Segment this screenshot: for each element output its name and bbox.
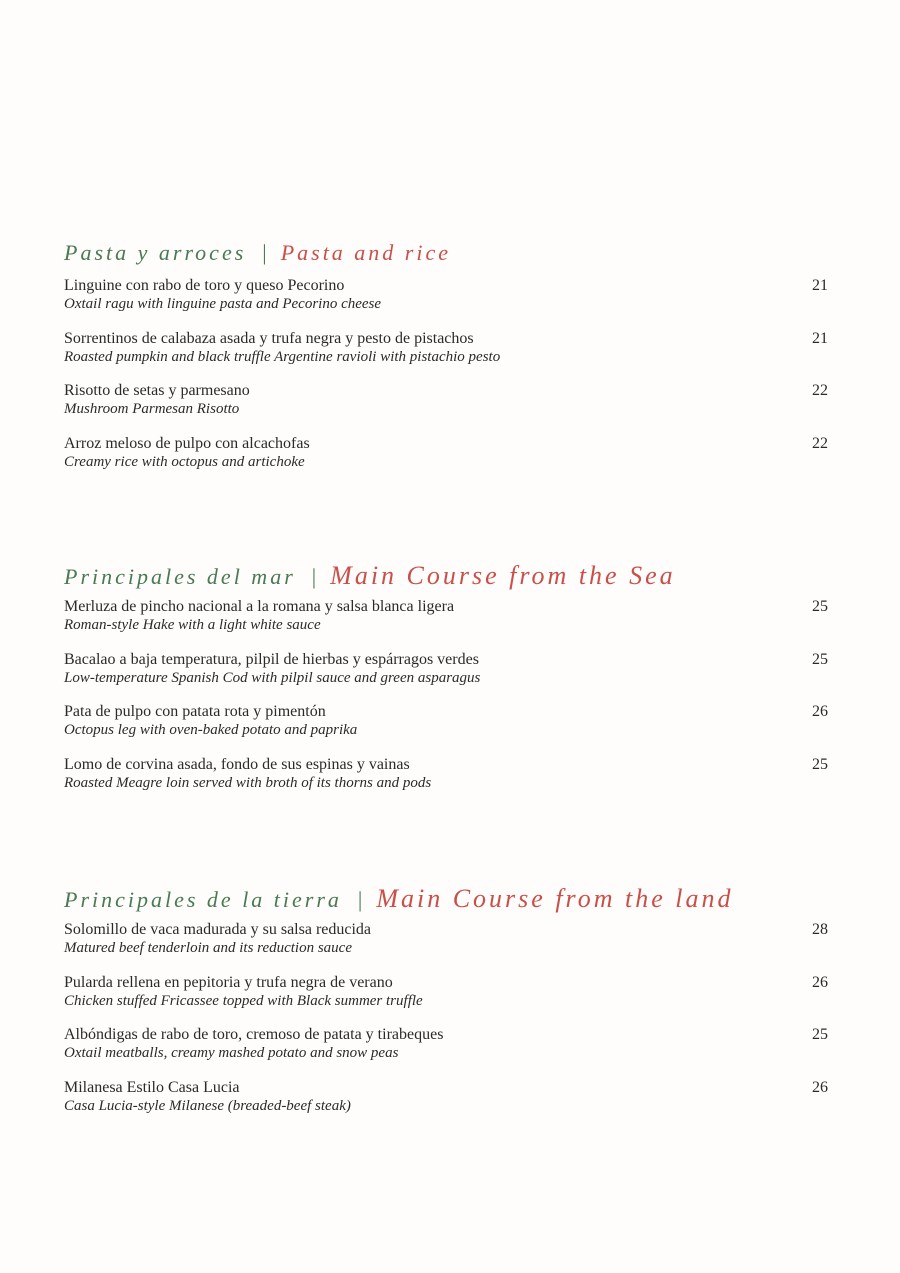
section-heading	[64, 242, 830, 276]
menu-item-name-english: Casa Lucia-style Milanese (breaded-beef steak)	[64, 1097, 351, 1114]
section-title-separator: |	[311, 564, 317, 589]
menu-item-price: 25	[812, 650, 828, 668]
menu-item	[64, 650, 830, 703]
menu-item-name-english: Oxtail ragu with linguine pasta and Pecorino cheese	[64, 296, 382, 312]
menu-item-price: 26	[812, 1078, 828, 1096]
section-title-spanish: Principales del mar	[64, 564, 296, 589]
menu-item	[64, 276, 830, 329]
menu-item-name-english: Roasted pumpkin and black truffle Argentine ravioli with pistachio pesto	[64, 348, 501, 365]
menu-item-name-english: Matured beef tenderloin and its reduction sauce	[64, 940, 352, 956]
menu-item-name-spanish: Solomillo de vaca madurada y su salsa reducida	[64, 921, 372, 938]
menu-item-price: 25	[812, 1026, 828, 1043]
menu-item-price: 26	[812, 703, 828, 720]
menu-item-name-english: Roasted Meagre loin served with broth of its thorns and pods	[64, 774, 432, 791]
section-pasta-and-rice	[64, 242, 830, 486]
section-main-course-sea	[64, 563, 830, 807]
menu-item-name-spanish: Merluza de pincho nacional a la romana y salsa blanca ligera	[64, 598, 455, 615]
menu-item-name-spanish: Linguine con rabo de toro y queso Pecorino	[64, 277, 345, 294]
section-main-course-land	[64, 886, 830, 1130]
section-title-english: Main Course from the Sea	[330, 561, 676, 590]
section-title-english: Main Course from the land	[376, 884, 734, 913]
menu-item	[64, 434, 830, 487]
menu-item-name-english: Roman-style Hake with a light white sauce	[64, 617, 321, 633]
menu-item-name-spanish: Albóndigas de rabo de toro, cremoso de patata y tirabeques	[64, 1026, 444, 1043]
menu-item-name-english: Octopus leg with oven-baked potato and paprika	[64, 722, 358, 738]
menu-item	[64, 920, 830, 973]
section-title-spanish: Principales de la tierra	[64, 887, 342, 912]
menu-item-name-spanish: Milanesa Estilo Casa Lucia	[64, 1078, 240, 1096]
section-heading	[64, 563, 830, 597]
menu-item	[64, 1078, 830, 1131]
menu-item-name-spanish: Arroz meloso de pulpo con alcachofas	[64, 434, 310, 452]
section-title-spanish: Pasta y arroces	[64, 240, 247, 265]
section-heading	[64, 886, 830, 920]
menu-item-price: 22	[812, 382, 828, 399]
menu-item-price: 22	[812, 434, 828, 452]
menu-item-price: 25	[812, 598, 828, 615]
menu-item-name-english: Mushroom Parmesan Risotto	[64, 401, 240, 417]
menu-item-name-spanish: Pata de pulpo con patata rota y pimentón	[64, 703, 326, 720]
menu-item-name-spanish: Pularda rellena en pepitoria y trufa negra de verano	[64, 973, 393, 991]
menu-item-price: 21	[812, 329, 828, 347]
menu-item	[64, 329, 830, 382]
menu-item-name-spanish: Sorrentinos de calabaza asada y trufa negra y pesto de pistachos	[64, 329, 474, 347]
menu-item-price: 26	[812, 973, 828, 991]
section-title-english: Pasta and rice	[280, 240, 452, 265]
menu-item-name-spanish: Lomo de corvina asada, fondo de sus espinas y vainas	[64, 755, 410, 773]
menu-item	[64, 1025, 830, 1078]
section-title-separator: |	[357, 887, 363, 912]
menu-item-list	[64, 920, 830, 1130]
menu-item-name-english: Oxtail meatballs, creamy mashed potato and snow peas	[64, 1045, 399, 1061]
menu-item	[64, 381, 830, 434]
menu-item-price: 25	[812, 755, 828, 773]
menu-item	[64, 755, 830, 808]
menu-item	[64, 973, 830, 1026]
menu-item	[64, 597, 830, 650]
menu-item-name-english: Creamy rice with octopus and artichoke	[64, 453, 305, 470]
section-title-separator: |	[262, 240, 267, 265]
menu-item-name-spanish: Bacalao a baja temperatura, pilpil de hierbas y espárragos verdes	[64, 650, 479, 668]
menu-item-name-english: Low-temperature Spanish Cod with pilpil sauce and green asparagus	[64, 669, 481, 686]
menu-item-price: 28	[812, 921, 828, 938]
menu-item-price: 21	[812, 277, 828, 294]
menu-item	[64, 702, 830, 755]
menu-item-name-spanish: Risotto de setas y parmesano	[64, 382, 250, 399]
menu-item-name-english: Chicken stuffed Fricassee topped with Black summer truffle	[64, 992, 423, 1009]
menu-item-list	[64, 597, 830, 807]
menu-item-list	[64, 276, 830, 486]
